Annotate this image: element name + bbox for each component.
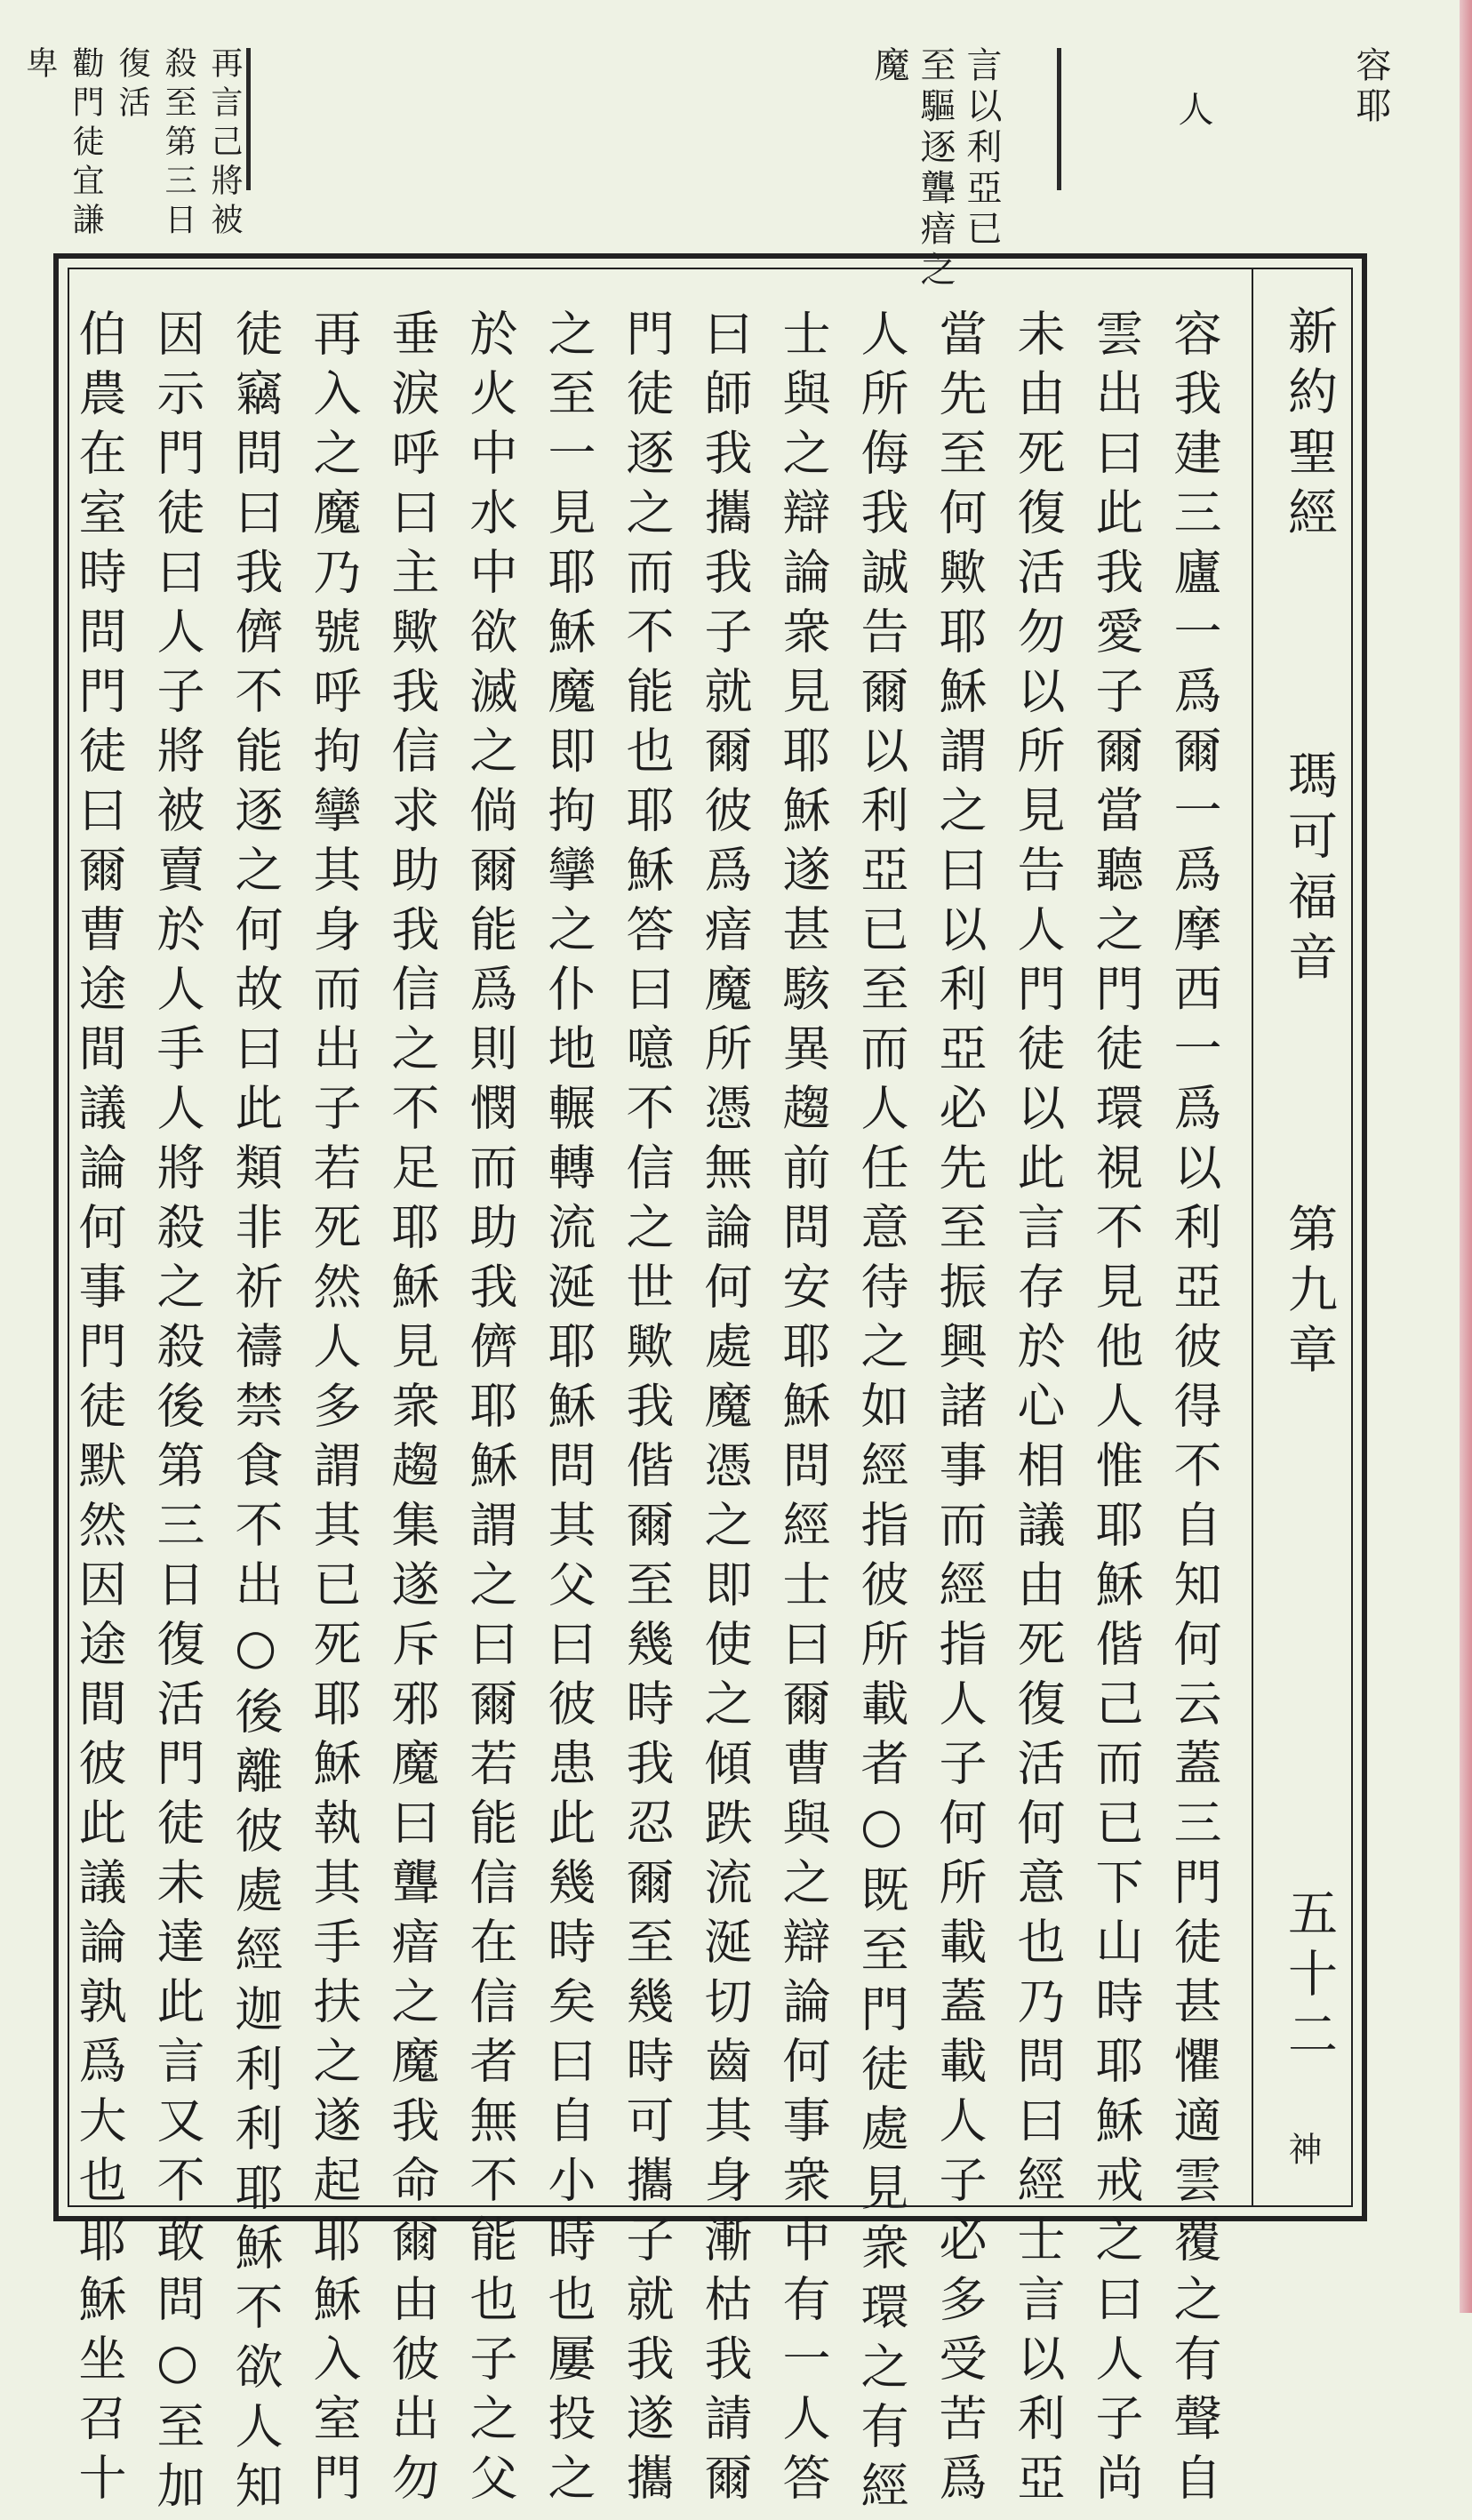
headnote-3: 言以利亞已: [961, 46, 1002, 251]
text-column-6: 士與之辯論衆見耶穌遂甚駭異趨前問安耶穌問經士曰爾曹與之辯論何事衆中有一人答: [775, 308, 831, 2512]
headnote-6: 再言己將被: [206, 46, 243, 242]
text-column-11: 垂淚呼曰主歟我信求助我信之不足耶穌見衆趨集遂斥邪魔曰聾瘖之魔我命爾由彼出勿: [384, 308, 440, 2512]
text-column-1: 容我建三廬一爲爾一爲摩西一爲以利亞彼得不自知何云蓋三門徒甚懼適雲覆之有聲自: [1166, 308, 1222, 2512]
headnote-area: [21, 37, 1397, 292]
headnote-10: 卑: [21, 46, 58, 85]
headnote-marker: [1057, 48, 1061, 190]
headnote-marker: [246, 48, 251, 190]
page-edge: [1460, 0, 1472, 2313]
text-column-14: 因示門徒曰人子將被賣於人手人將殺之殺後第三日復活門徒未達此言又不敢問○至加: [149, 308, 205, 2520]
text-column-7: 曰師我攜我子就爾彼爲瘖魔所憑無論何處魔憑之即使之傾跌流涎切齒其身漸枯我請爾: [697, 308, 753, 2512]
chapter-title: 第九章: [1280, 1203, 1338, 1384]
signature-mark: 神: [1283, 2132, 1322, 2176]
text-column-5: 人所侮我誠告爾以利亞已至而人任意待之如經指彼所載者○既至門徒處見衆環之有經: [853, 308, 909, 2520]
headnote-9: 勸門徒宜謙: [68, 46, 104, 242]
text-column-15: 伯農在室時問門徒曰爾曹途間議論何事門徒默然因途間彼此議論孰爲大也耶穌坐召十: [71, 308, 127, 2512]
headnote-5: 魔: [868, 46, 909, 87]
running-header: [1252, 269, 1351, 2205]
page-number: 五十二: [1280, 1887, 1338, 2068]
text-column-3: 未由死復活勿以所見告人門徒以此言存於心相議由死復活何意也乃問曰經士言以利亞: [1010, 308, 1066, 2512]
headnote-8: 復活: [114, 46, 150, 124]
text-frame: [53, 253, 1367, 2520]
text-column-2: 雲出曰此我愛子爾當聽之門徒環視不見他人惟耶穌偕己而已下山時耶穌戒之曰人子尚: [1088, 308, 1144, 2512]
text-column-9: 之至一見耶穌魔即拘攣之仆地輾轉流涎耶穌問其父曰彼患此幾時矣曰自小時也屢投之: [540, 308, 596, 2512]
text-frame-inner: [68, 268, 1353, 2520]
book-series-title: 新約聖經: [1280, 305, 1338, 547]
headnote-2: 人: [1172, 91, 1213, 132]
text-column-10: 於火中水中欲滅之倘爾能爲則憫而助我儕耶穌謂之曰爾若能信在信者無不能也子之父: [462, 308, 518, 2512]
text-column-13: 徒竊問曰我儕不能逐之何故曰此類非祈禱禁食不出○後離彼處經迦利利耶穌不欲人知: [228, 308, 284, 2520]
text-column-4: 當先至何歟耶穌謂之曰以利亞必先至振興諸事而經指人子何所載蓋載人子必多受苦爲: [932, 308, 988, 2512]
headnote-4: 至驅逐聾瘖之: [915, 46, 956, 292]
headnote-7: 殺至第三日: [160, 46, 196, 242]
text-column-12: 再入之魔乃號呼拘攣其身而出子若死然人多謂其已死耶穌執其手扶之遂起耶穌入室門: [306, 308, 362, 2512]
headnote-1: 容耶: [1350, 46, 1391, 128]
book-title: 瑪可福音: [1280, 749, 1338, 991]
text-column-8: 門徒逐之而不能也耶穌答曰噫不信之世歟我偕爾至幾時我忍爾至幾時可攜子就我遂攜: [619, 308, 675, 2512]
